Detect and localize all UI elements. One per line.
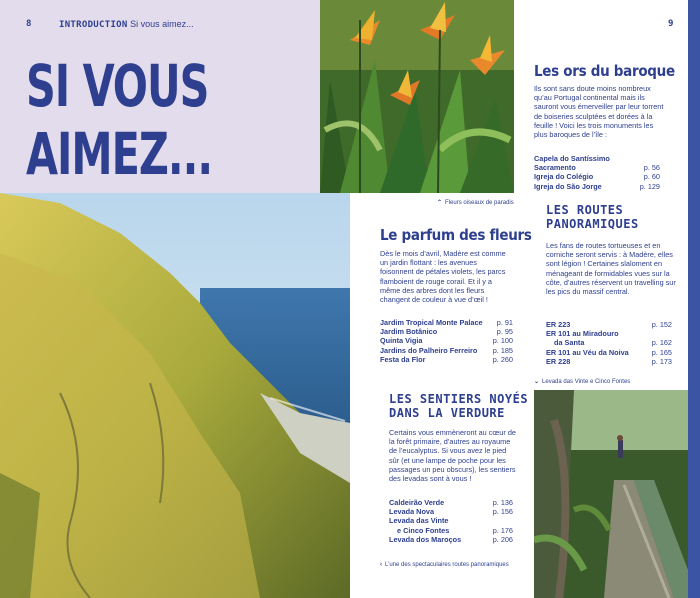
page-title [26, 52, 316, 188]
section-title-sentiers-line-1: LES SENTIERS NOYÉS [389, 392, 529, 406]
list-item: Igreja do Colégio p. 60 [534, 172, 660, 182]
list-routes [546, 320, 672, 366]
list-item: e Cinco Fontes p. 176 [397, 525, 513, 535]
page-number-right: 9 [668, 19, 674, 29]
running-head-section: Si vous aimez... [130, 19, 194, 29]
list-item: Levada Nova p. 156 [389, 507, 513, 517]
edge-strip [688, 0, 700, 598]
list-item: da Santa p. 162 [554, 338, 672, 348]
list-item: ER 223 p. 152 [546, 320, 672, 329]
section-title-routes [546, 203, 639, 231]
page-title-line-2: AIMEZ... [26, 120, 213, 188]
list-item: Levada das Vinte [389, 516, 449, 526]
list-item: Caldeirão Verde p. 136 [389, 498, 513, 507]
levada-path-photo [534, 390, 688, 598]
caption-flowers [437, 199, 514, 206]
list-item: Jardim Botânico p. 95 [380, 327, 513, 337]
list-item: Levada dos Maroços p. 206 [389, 534, 513, 544]
section-title-sentiers-line-2: DANS LA VERDURE [389, 406, 505, 420]
caption-routes [380, 562, 509, 568]
list-sentiers [389, 498, 513, 544]
section-title-routes-line-1: LES ROUTES [546, 203, 624, 217]
list-baroque [534, 154, 660, 191]
caption-levada [534, 378, 630, 385]
running-head [59, 19, 194, 30]
list-item: Capela do Santíssimo [534, 154, 610, 163]
page-number-left: 8 [26, 19, 32, 29]
section-title-baroque: Les ors du baroque [534, 62, 675, 80]
list-item: Quinta Vigia p. 100 [380, 336, 513, 346]
caption-routes-text: L’une des spectaculaires routes panoramiques [385, 562, 509, 568]
list-item: Igreja do São Jorge p. 129 [534, 181, 660, 191]
caption-arrow-left-icon: ‹ [380, 562, 382, 568]
caption-flowers-text: Fleurs oiseaux de paradis [445, 200, 514, 206]
section-text-sentiers: Certains vous emmèneront au cœur de la forêt primaire, d’autres au royaume de l’eucalyptus. Si vous avez le pied sûr (et une lampe de poche pour les passages un peu obscurs), les sentiers des levadas sont à vous ! [389, 428, 516, 484]
list-fleurs [380, 318, 513, 364]
list-item: ER 101 au Miradouro [546, 329, 619, 339]
list-item: ER 101 au Véu da Noiva p. 165 [546, 347, 672, 357]
caption-arrow-down-icon: ⌄ [534, 379, 540, 385]
caption-levada-text: Levada das Vinte e Cinco Fontes [542, 379, 631, 385]
caption-arrow-up-icon: ⌃ [437, 200, 443, 206]
running-head-kicker: INTRODUCTION [59, 20, 128, 30]
section-text-fleurs: Dès le mois d’avril, Madère est comme un jardin flottant : les avenues foisonnent de pétales violets, les parcs flamboient de rouge corail. Et il y a même des arbres dont les fleurs changent de couleur à vue d’œil ! [380, 249, 506, 305]
list-item: Festa da Flor p. 260 [380, 354, 513, 364]
section-title-sentiers [389, 392, 528, 420]
coast-cliffs-photo [0, 193, 350, 598]
bird-of-paradise-photo [320, 0, 514, 193]
page-title-line-1: SI VOUS [26, 52, 209, 120]
section-title-routes-line-2: PANORAMIQUES [546, 217, 639, 231]
section-title-fleurs: Le parfum des fleurs [380, 226, 532, 244]
list-item: Sacramento p. 56 [534, 163, 660, 173]
section-text-routes: Les fans de routes tortueuses et en corniche seront servis : à Madère, elles sont légion ! Certaines slaloment en ménageant de formidables vues sur la côte, d’autres réservent un travelling sur les pics du massif central. [546, 241, 676, 297]
list-item: ER 228 p. 173 [546, 356, 672, 366]
section-text-baroque: Ils sont sans doute moins nombreux qu’au Portugal continental mais ils sauront vous émerveiller par leur torrent de boiseries sculptées et dorées à la feuille ! Voici les trois monuments les plus baroques de l’île : [534, 84, 664, 140]
list-item: Jardins do Palheiro Ferreiro p. 185 [380, 345, 513, 355]
list-item: Jardim Tropical Monte Palace p. 91 [380, 318, 513, 327]
